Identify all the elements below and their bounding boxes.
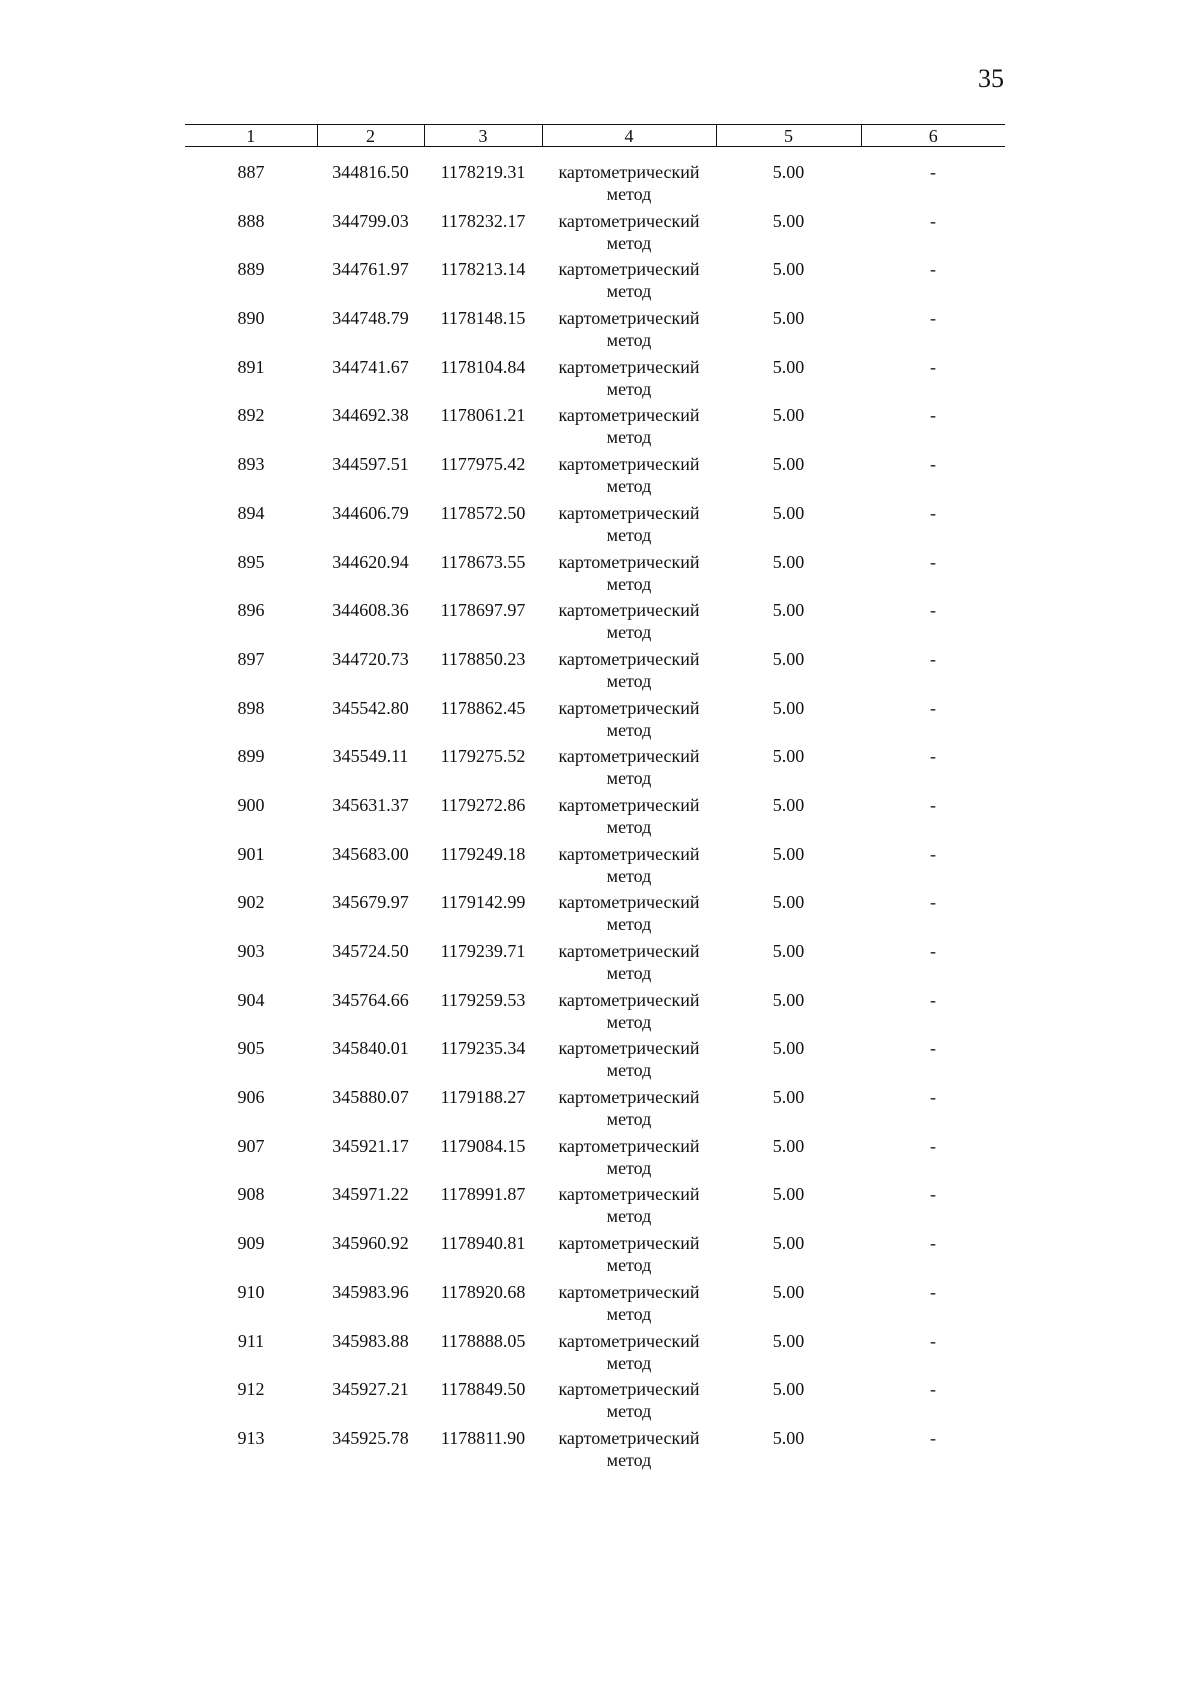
table-row	[185, 989, 1005, 1038]
method-cell	[542, 258, 716, 307]
accuracy-cell: 5.00	[772, 843, 805, 864]
table-row	[185, 843, 1005, 892]
coordinate-y-cell: 1178850.23	[440, 648, 526, 669]
accuracy-cell: 5.00	[772, 259, 805, 280]
method-line-1: картометрический	[558, 697, 700, 718]
method-cell	[542, 1330, 716, 1379]
coordinate-y-cell: 1178104.84	[440, 356, 526, 377]
accuracy-cell: 5.00	[772, 1379, 805, 1400]
coordinate-x-cell: 344606.79	[332, 502, 409, 523]
point-number-cell: 893	[237, 454, 265, 475]
coordinate-y-cell: 1179188.27	[440, 1087, 526, 1108]
note-cell: -	[930, 551, 936, 572]
point-number-cell: 902	[237, 892, 265, 913]
coordinate-y-cell: 1178888.05	[440, 1330, 526, 1351]
method-cell	[542, 502, 716, 551]
method-line-1: картометрический	[558, 600, 700, 621]
method-line-2: метод	[606, 524, 652, 545]
point-number-cell: 896	[237, 600, 265, 621]
coordinate-y-cell: 1179272.86	[440, 794, 526, 815]
accuracy-cell: 5.00	[772, 600, 805, 621]
table-row	[185, 940, 1005, 989]
note-cell: -	[930, 1038, 936, 1059]
page-number: 35	[978, 64, 1004, 93]
point-number-cell: 904	[237, 989, 265, 1010]
accuracy-cell: 5.00	[772, 1330, 805, 1351]
method-line-1: картометрический	[558, 1379, 700, 1400]
method-cell	[542, 1281, 716, 1330]
column-header-2: 2	[317, 125, 424, 147]
coordinate-y-cell: 1179275.52	[440, 746, 526, 767]
method-cell	[542, 599, 716, 648]
column-header-5: 5	[716, 125, 861, 147]
coordinate-x-cell: 345925.78	[332, 1427, 409, 1448]
method-line-2: метод	[606, 865, 652, 886]
coordinate-x-cell: 345921.17	[332, 1135, 409, 1156]
method-line-2: метод	[606, 768, 652, 789]
method-line-2: метод	[606, 427, 652, 448]
method-line-1: картометрический	[558, 1184, 700, 1205]
coordinate-x-cell: 344741.67	[332, 356, 409, 377]
table-row	[185, 551, 1005, 600]
method-line-2: метод	[606, 476, 652, 497]
accuracy-cell: 5.00	[772, 356, 805, 377]
coordinate-y-cell: 1178219.31	[440, 162, 526, 182]
note-cell: -	[930, 1330, 936, 1351]
point-number-cell: 910	[237, 1281, 265, 1302]
table-row	[185, 648, 1005, 697]
method-line-2: метод	[606, 816, 652, 837]
table-row	[185, 697, 1005, 746]
note-cell: -	[930, 746, 936, 767]
point-number-cell: 899	[237, 746, 265, 767]
column-header-6: 6	[861, 125, 1005, 147]
table-row	[185, 599, 1005, 648]
table-row	[185, 1427, 1005, 1476]
coordinate-y-cell: 1178697.97	[440, 600, 526, 621]
table-row	[185, 1183, 1005, 1232]
point-number-cell: 913	[237, 1427, 265, 1448]
accuracy-cell: 5.00	[772, 308, 805, 329]
coordinate-x-cell: 345880.07	[332, 1087, 409, 1108]
coordinate-y-cell: 1178232.17	[440, 210, 526, 231]
method-cell	[542, 210, 716, 259]
coordinate-y-cell: 1178940.81	[440, 1233, 526, 1254]
note-cell: -	[930, 1379, 936, 1400]
coordinate-x-cell: 345549.11	[332, 746, 409, 767]
method-cell	[542, 404, 716, 453]
note-cell: -	[930, 1281, 936, 1302]
note-cell: -	[930, 1184, 936, 1205]
coordinate-y-cell: 1178849.50	[440, 1379, 526, 1400]
point-number-cell: 890	[237, 308, 265, 329]
accuracy-cell: 5.00	[772, 502, 805, 523]
method-line-1: картометрический	[558, 746, 700, 767]
accuracy-cell: 5.00	[772, 989, 805, 1010]
accuracy-cell: 5.00	[772, 1233, 805, 1254]
method-line-1: картометрический	[558, 259, 700, 280]
note-cell: -	[930, 308, 936, 329]
accuracy-cell: 5.00	[772, 405, 805, 426]
note-cell: -	[930, 600, 936, 621]
table-row	[185, 794, 1005, 843]
table-row	[185, 210, 1005, 259]
accuracy-cell: 5.00	[772, 941, 805, 961]
method-line-1: картометрический	[558, 1427, 700, 1448]
coordinate-x-cell: 345960.92	[332, 1233, 409, 1254]
coordinate-x-cell: 344620.94	[332, 551, 409, 572]
accuracy-cell: 5.00	[772, 1427, 805, 1448]
column-header-4: 4	[542, 125, 716, 147]
method-line-2: метод	[606, 184, 652, 204]
coordinate-y-cell: 1177975.42	[440, 454, 526, 475]
point-number-cell: 887	[237, 162, 265, 182]
coordinate-y-cell: 1179142.99	[440, 892, 526, 913]
note-cell: -	[930, 892, 936, 913]
method-line-1: картометрический	[558, 941, 700, 961]
coordinate-x-cell: 344761.97	[332, 259, 409, 280]
method-line-2: метод	[606, 670, 652, 691]
method-line-1: картометрический	[558, 794, 700, 815]
note-cell: -	[930, 454, 936, 475]
method-line-2: метод	[606, 1352, 652, 1373]
method-cell	[542, 1378, 716, 1427]
accuracy-cell: 5.00	[772, 454, 805, 475]
coordinate-x-cell: 344608.36	[332, 600, 409, 621]
accuracy-cell: 5.00	[772, 794, 805, 815]
method-line-2: метод	[606, 963, 652, 983]
note-cell: -	[930, 648, 936, 669]
method-line-1: картометрический	[558, 551, 700, 572]
table-header	[185, 125, 1005, 147]
accuracy-cell: 5.00	[772, 746, 805, 767]
coordinate-x-cell: 344799.03	[332, 210, 409, 231]
note-cell: -	[930, 259, 936, 280]
note-cell: -	[930, 162, 936, 182]
point-number-cell: 888	[237, 210, 265, 231]
coordinate-x-cell: 344748.79	[332, 308, 409, 329]
table-row	[185, 1281, 1005, 1330]
coordinate-x-cell: 345631.37	[332, 794, 409, 815]
method-cell	[542, 356, 716, 405]
note-cell: -	[930, 405, 936, 426]
accuracy-cell: 5.00	[772, 648, 805, 669]
note-cell: -	[930, 941, 936, 961]
point-number-cell: 906	[237, 1087, 265, 1108]
table-row	[185, 147, 1005, 210]
method-line-1: картометрический	[558, 892, 700, 913]
method-line-1: картометрический	[558, 210, 700, 231]
method-line-2: метод	[606, 1255, 652, 1276]
table-row	[185, 502, 1005, 551]
note-cell: -	[930, 502, 936, 523]
method-line-1: картометрический	[558, 405, 700, 426]
method-line-2: метод	[606, 1011, 652, 1032]
note-cell: -	[930, 1233, 936, 1254]
method-line-1: картометрический	[558, 1038, 700, 1059]
accuracy-cell: 5.00	[772, 1087, 805, 1108]
method-cell	[542, 1183, 716, 1232]
method-cell	[542, 648, 716, 697]
method-line-2: метод	[606, 281, 652, 302]
accuracy-cell: 5.00	[772, 210, 805, 231]
coordinate-x-cell: 345683.00	[332, 843, 409, 864]
table-row	[185, 1135, 1005, 1184]
coordinate-y-cell: 1178213.14	[440, 259, 526, 280]
method-line-2: метод	[606, 573, 652, 594]
method-line-2: метод	[606, 1206, 652, 1227]
table-body	[185, 147, 1005, 1476]
method-cell	[542, 307, 716, 356]
point-number-cell: 898	[237, 697, 265, 718]
point-number-cell: 895	[237, 551, 265, 572]
accuracy-cell: 5.00	[772, 162, 805, 182]
point-number-cell: 903	[237, 941, 265, 961]
method-line-1: картометрический	[558, 989, 700, 1010]
method-line-1: картометрический	[558, 843, 700, 864]
column-header-1: 1	[185, 125, 317, 147]
table-row	[185, 1086, 1005, 1135]
method-line-1: картометрический	[558, 1135, 700, 1156]
point-number-cell: 891	[237, 356, 265, 377]
accuracy-cell: 5.00	[772, 551, 805, 572]
method-line-1: картометрический	[558, 356, 700, 377]
coordinate-x-cell: 344816.50	[332, 162, 409, 182]
method-line-2: метод	[606, 1449, 652, 1470]
method-cell	[542, 697, 716, 746]
note-cell: -	[930, 794, 936, 815]
coordinate-y-cell: 1178148.15	[440, 308, 526, 329]
method-line-1: картометрический	[558, 502, 700, 523]
coordinate-y-cell: 1179259.53	[440, 989, 526, 1010]
note-cell: -	[930, 989, 936, 1010]
coordinate-x-cell: 345983.96	[332, 1281, 409, 1302]
point-number-cell: 900	[237, 794, 265, 815]
method-line-2: метод	[606, 330, 652, 351]
point-number-cell: 897	[237, 648, 265, 669]
coordinate-x-cell: 344692.38	[332, 405, 409, 426]
coordinate-y-cell: 1179084.15	[440, 1135, 526, 1156]
accuracy-cell: 5.00	[772, 1184, 805, 1205]
accuracy-cell: 5.00	[772, 892, 805, 913]
note-cell: -	[930, 1135, 936, 1156]
coordinate-x-cell: 345983.88	[332, 1330, 409, 1351]
table-row	[185, 1037, 1005, 1086]
coordinate-x-cell: 345840.01	[332, 1038, 409, 1059]
point-number-cell: 892	[237, 405, 265, 426]
coordinate-y-cell: 1178991.87	[440, 1184, 526, 1205]
coordinate-y-cell: 1178920.68	[440, 1281, 526, 1302]
coordinate-y-cell: 1178572.50	[440, 502, 526, 523]
method-cell	[542, 1427, 716, 1476]
method-line-1: картометрический	[558, 162, 700, 182]
table-row	[185, 258, 1005, 307]
point-number-cell: 905	[237, 1038, 265, 1059]
accuracy-cell: 5.00	[772, 1038, 805, 1059]
method-line-1: картометрический	[558, 1281, 700, 1302]
method-cell	[542, 989, 716, 1038]
method-cell	[542, 940, 716, 989]
method-line-2: метод	[606, 1157, 652, 1178]
point-number-cell: 901	[237, 843, 265, 864]
method-line-1: картометрический	[558, 1087, 700, 1108]
accuracy-cell: 5.00	[772, 1281, 805, 1302]
note-cell: -	[930, 1087, 936, 1108]
method-line-2: метод	[606, 1303, 652, 1324]
coordinate-x-cell: 344720.73	[332, 648, 409, 669]
point-number-cell: 908	[237, 1184, 265, 1205]
method-line-2: метод	[606, 719, 652, 740]
column-header-3: 3	[424, 125, 542, 147]
method-line-1: картометрический	[558, 1233, 700, 1254]
coordinate-x-cell: 345971.22	[332, 1184, 409, 1205]
method-cell	[542, 891, 716, 940]
accuracy-cell: 5.00	[772, 697, 805, 718]
table-row	[185, 307, 1005, 356]
method-cell	[542, 453, 716, 502]
method-line-2: метод	[606, 622, 652, 643]
method-cell	[542, 1232, 716, 1281]
coordinate-x-cell: 345679.97	[332, 892, 409, 913]
note-cell: -	[930, 1427, 936, 1448]
coordinate-y-cell: 1178862.45	[440, 697, 526, 718]
point-number-cell: 894	[237, 502, 265, 523]
table-row	[185, 745, 1005, 794]
method-line-1: картометрический	[558, 648, 700, 669]
point-number-cell: 912	[237, 1379, 265, 1400]
coordinate-x-cell: 345724.50	[332, 941, 409, 961]
method-line-2: метод	[606, 1060, 652, 1081]
coordinate-y-cell: 1178061.21	[440, 405, 526, 426]
table-row	[185, 453, 1005, 502]
coordinates-table	[185, 124, 1005, 1476]
method-line-1: картометрический	[558, 454, 700, 475]
coordinates-table-container	[185, 124, 1005, 1476]
coordinate-y-cell: 1179239.71	[440, 941, 526, 961]
point-number-cell: 909	[237, 1233, 265, 1254]
method-cell	[542, 843, 716, 892]
method-cell	[542, 551, 716, 600]
method-line-2: метод	[606, 1401, 652, 1422]
coordinate-y-cell: 1179249.18	[440, 843, 526, 864]
table-row	[185, 891, 1005, 940]
method-cell	[542, 1135, 716, 1184]
note-cell: -	[930, 356, 936, 377]
coordinate-x-cell: 345542.80	[332, 697, 409, 718]
note-cell: -	[930, 843, 936, 864]
coordinate-y-cell: 1178811.90	[440, 1427, 526, 1448]
method-line-1: картометрический	[558, 308, 700, 329]
note-cell: -	[930, 697, 936, 718]
method-cell	[542, 794, 716, 843]
point-number-cell: 911	[237, 1330, 265, 1351]
accuracy-cell: 5.00	[772, 1135, 805, 1156]
point-number-cell: 889	[237, 259, 265, 280]
coordinate-y-cell: 1178673.55	[440, 551, 526, 572]
note-cell: -	[930, 210, 936, 231]
table-row	[185, 404, 1005, 453]
method-cell	[542, 147, 716, 210]
method-line-2: метод	[606, 378, 652, 399]
table-row	[185, 356, 1005, 405]
header-row	[185, 125, 1005, 147]
method-line-2: метод	[606, 914, 652, 935]
method-line-2: метод	[606, 232, 652, 253]
coordinate-x-cell: 344597.51	[332, 454, 409, 475]
table-row	[185, 1330, 1005, 1379]
coordinate-x-cell: 345764.66	[332, 989, 409, 1010]
method-cell	[542, 1037, 716, 1086]
method-line-1: картометрический	[558, 1330, 700, 1351]
method-cell	[542, 745, 716, 794]
method-cell	[542, 1086, 716, 1135]
table-row	[185, 1232, 1005, 1281]
table-row	[185, 1378, 1005, 1427]
coordinate-x-cell: 345927.21	[332, 1379, 409, 1400]
coordinate-y-cell: 1179235.34	[440, 1038, 526, 1059]
method-line-2: метод	[606, 1109, 652, 1130]
point-number-cell: 907	[237, 1135, 265, 1156]
